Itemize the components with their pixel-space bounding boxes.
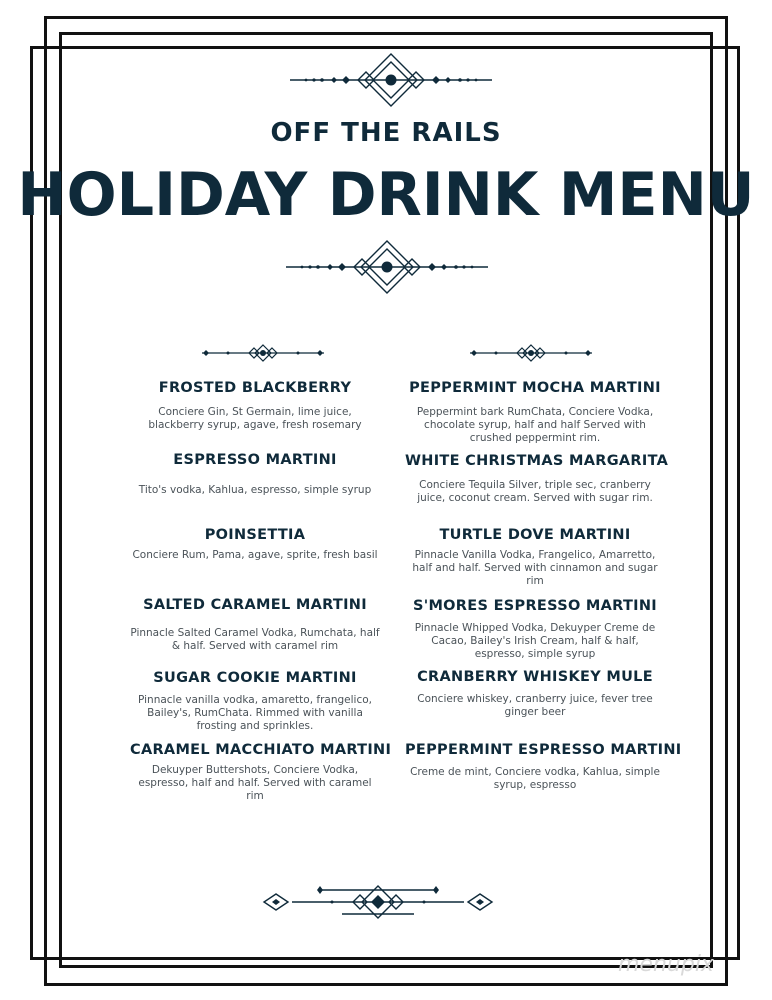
menu-item-description: Pinnacle Vanilla Vodka, Frangelico, Amarretto, half and half. Served with cinnamon and sugar rim xyxy=(412,549,658,587)
right-column-ornament-icon xyxy=(466,343,596,363)
page-title: HOLIDAY DRINK MENU xyxy=(17,160,755,230)
menu-item xyxy=(130,452,380,497)
title-ornament-icon xyxy=(282,240,492,294)
menu-item-name: CARAMEL MACCHIATO MARTINI xyxy=(130,742,392,758)
menu-item xyxy=(130,670,380,733)
menu-item-name: S'MORES ESPRESSO MARTINI xyxy=(412,598,658,614)
left-column-ornament-icon xyxy=(198,343,328,363)
menu-item-description: Tito's vodka, Kahlua, espresso, simple syrup xyxy=(138,484,372,496)
menu-item xyxy=(405,598,665,661)
menu-item-name: SALTED CARAMEL MARTINI xyxy=(143,597,367,613)
menu-item-name: POINSETTIA xyxy=(204,527,306,543)
menu-item xyxy=(405,380,665,445)
menu-item xyxy=(130,742,392,803)
menu-item-description: Pinnacle Salted Caramel Vodka, Rumchata, half & half. Served with caramel rim xyxy=(130,627,380,652)
watermark: menupix xyxy=(618,952,714,977)
menu-item-description: Pinnacle Whipped Vodka, Dekuyper Creme de Cacao, Bailey's Irish Cream, half & half, espresso, simple syrup xyxy=(414,622,656,660)
menu-item-name: WHITE CHRISTMAS MARGARITA xyxy=(405,453,669,469)
menu-item-description: Conciere whiskey, cranberry juice, fever tree ginger beer xyxy=(417,693,653,718)
menu-item-description: Conciere Tequila Silver, triple sec, cranberry juice, coconut cream. Served with sugar rim. xyxy=(417,479,653,504)
menu-item-description: Creme de mint, Conciere vodka, Kahlua, simple syrup, espresso xyxy=(410,766,660,791)
menu-item xyxy=(405,453,669,505)
menu-item-name: PEPPERMINT ESPRESSO MARTINI xyxy=(405,742,682,758)
menu-item-name: SUGAR COOKIE MARTINI xyxy=(153,670,357,686)
menu-item-name: FROSTED BLACKBERRY xyxy=(158,380,352,396)
menu-item-name: PEPPERMINT MOCHA MARTINI xyxy=(409,380,661,396)
restaurant-name: OFF THE RAILS xyxy=(270,118,502,148)
menu-item xyxy=(405,527,665,588)
menu-item-description: Conciere Gin, St Germain, lime juice, blackberry syrup, agave, fresh rosemary xyxy=(148,406,362,431)
menu-item-description: Conciere Rum, Pama, agave, sprite, fresh basil xyxy=(132,549,378,561)
menu-item-name: ESPRESSO MARTINI xyxy=(173,452,337,468)
menu-item xyxy=(405,669,665,719)
menu-item-name: CRANBERRY WHISKEY MULE xyxy=(417,669,653,685)
menu-item-description: Pinnacle vanilla vodka, amaretto, frangelico, Bailey's, RumChata. Rimmed with vanilla frosting and sprinkles. xyxy=(138,694,372,732)
menu-item-description: Dekuyper Buttershots, Conciere Vodka, espresso, half and half. Served with caramel rim xyxy=(138,764,372,802)
menu-item-name: TURTLE DOVE MARTINI xyxy=(439,527,631,543)
bottom-ornament-icon xyxy=(262,882,494,922)
menu-item-description: Peppermint bark RumChata, Conciere Vodka, chocolate syrup, half and half Served with crushed peppermint rim. xyxy=(416,406,654,444)
menu-item xyxy=(130,527,380,562)
menu-item xyxy=(130,380,380,432)
menu-item xyxy=(130,597,380,653)
menu-item xyxy=(405,742,682,792)
top-ornament-icon xyxy=(286,52,496,108)
